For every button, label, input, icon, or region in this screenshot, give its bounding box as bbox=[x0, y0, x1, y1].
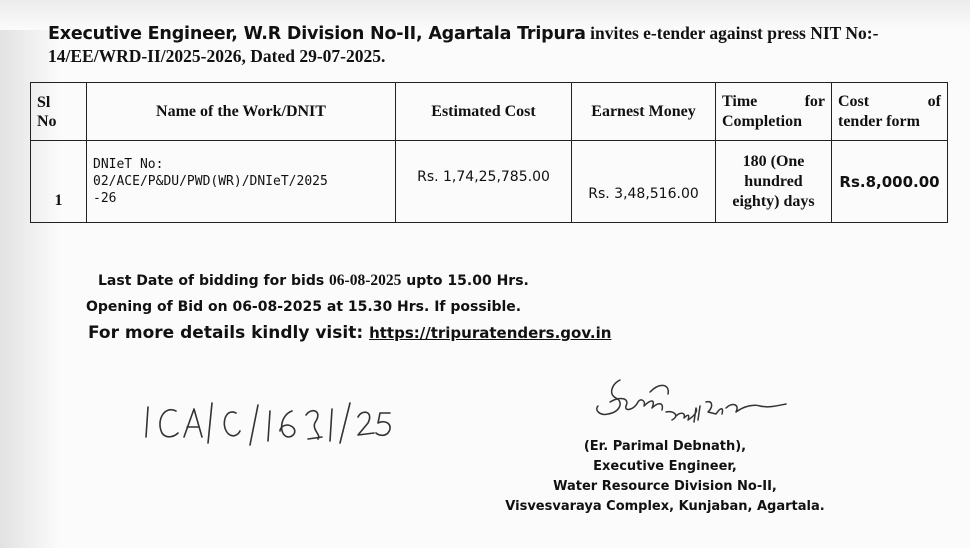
cell-time: 180 (One hundred eighty) days bbox=[716, 141, 832, 223]
signatory-block bbox=[430, 437, 900, 517]
signature bbox=[590, 372, 790, 446]
tender-website-link[interactable]: https://tripuratenders.gov.in bbox=[369, 324, 612, 342]
heading-issuer: Executive Engineer, W.R Division No-II, Agartala Tripura bbox=[48, 24, 586, 44]
signatory-name: (Er. Parimal Debnath), bbox=[583, 439, 747, 454]
header-tender-form-cost: Cost of tender form bbox=[832, 83, 948, 141]
heading-nit-line: 14/EE/WRD-II/2025-2026, Dated 29-07-2025. bbox=[48, 46, 386, 66]
cell-earnest-money: Rs. 3,48,516.00 bbox=[572, 141, 716, 223]
handwritten-reference bbox=[140, 395, 400, 459]
table-row bbox=[31, 141, 948, 223]
cell-tender-form-cost: Rs.8,000.00 bbox=[832, 141, 948, 223]
handwritten-ref-drawing bbox=[140, 395, 400, 455]
header-sl: Sl No bbox=[31, 83, 87, 141]
details-line: For more details kindly visit: https://tripuratenders.gov.in bbox=[88, 323, 612, 343]
header-time: Time for Completion bbox=[716, 83, 832, 141]
signatory-address: Visvesvaraya Complex, Kunjaban, Agartala. bbox=[505, 499, 825, 514]
notice-heading bbox=[48, 22, 948, 67]
cell-sl: 1 bbox=[31, 141, 87, 223]
last-date-line: Last Date of bidding for bids 06-08-2025 upto 15.00 Hrs. bbox=[98, 272, 529, 289]
opening-line: Opening of Bid on 06-08-2025 at 15.30 Hrs. If possible. bbox=[86, 299, 522, 315]
cell-estimated-cost: Rs. 1,74,25,785.00 bbox=[396, 141, 572, 223]
signatory-division: Water Resource Division No-II, bbox=[553, 479, 777, 494]
header-estimated-cost: Estimated Cost bbox=[396, 83, 572, 141]
cell-work: DNIeT No: 02/ACE/P&DU/PWD(WR)/DNIeT/2025 -26 bbox=[87, 141, 396, 223]
table-header-row bbox=[31, 83, 948, 141]
header-work: Name of the Work/DNIT bbox=[87, 83, 396, 141]
tender-table bbox=[30, 82, 948, 223]
signatory-designation: Executive Engineer, bbox=[593, 459, 737, 474]
heading-invite: invites e-tender against press NIT No:- bbox=[585, 23, 879, 43]
signature-drawing bbox=[590, 372, 790, 442]
header-earnest-money: Earnest Money bbox=[572, 83, 716, 141]
